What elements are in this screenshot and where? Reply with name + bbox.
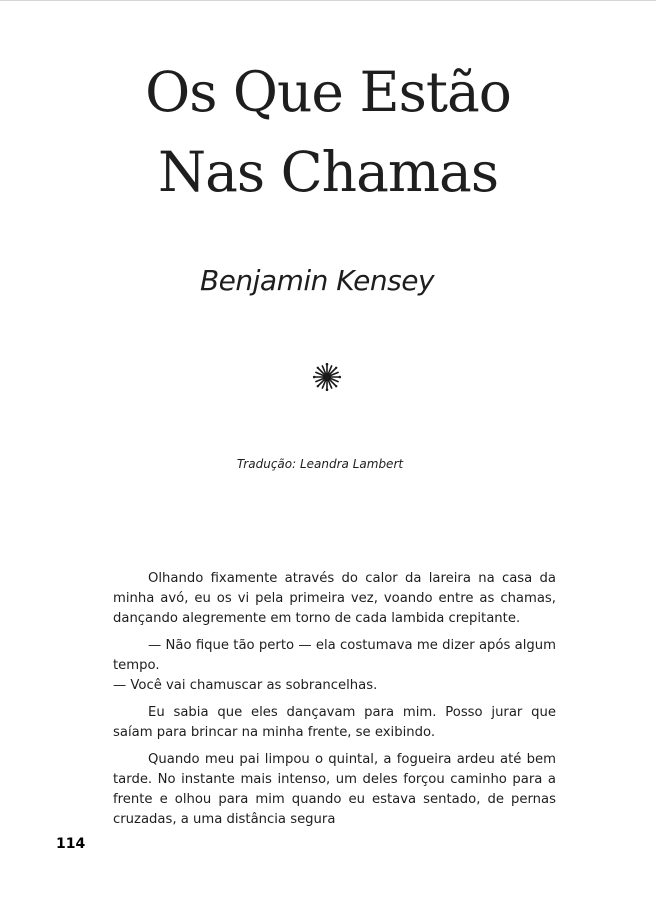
translator-credit: Tradução: Leandra Lambert (236, 457, 404, 471)
page-number: 114 (56, 836, 86, 852)
paragraph: — Não fique tão perto — ela costumava me dizer após algum tempo. (113, 638, 556, 673)
story-body (113, 569, 556, 837)
chapter-title-line-1: Os Que Estão (145, 60, 511, 124)
paragraph: Eu sabia que eles dançavam para mim. Posso jurar que saíam para brincar na minha frente, se exibindo. (113, 705, 556, 740)
top-rule (0, 0, 656, 1)
sunburst-ornament-icon (312, 362, 342, 392)
paragraph: — Você vai chamuscar as sobrancelhas. (113, 678, 378, 693)
paragraph: Quando meu pai limpou o quintal, a fogueira ardeu até bem tarde. No instante mais intenso, um deles forçou caminho para a frente e olhou para mim quando eu estava sentado, de pernas cruzadas, a uma distância segura (113, 752, 556, 827)
chapter-title-line-2: Nas Chamas (157, 140, 499, 204)
chapter-title (0, 52, 656, 212)
author-name: Benjamin Kensey (199, 264, 435, 297)
paragraph: Olhando fixamente através do calor da lareira na casa da minha avó, eu os vi pela primeira vez, voando entre as chamas, dançando alegremente em torno de cada lambida crepitante. (113, 571, 556, 626)
